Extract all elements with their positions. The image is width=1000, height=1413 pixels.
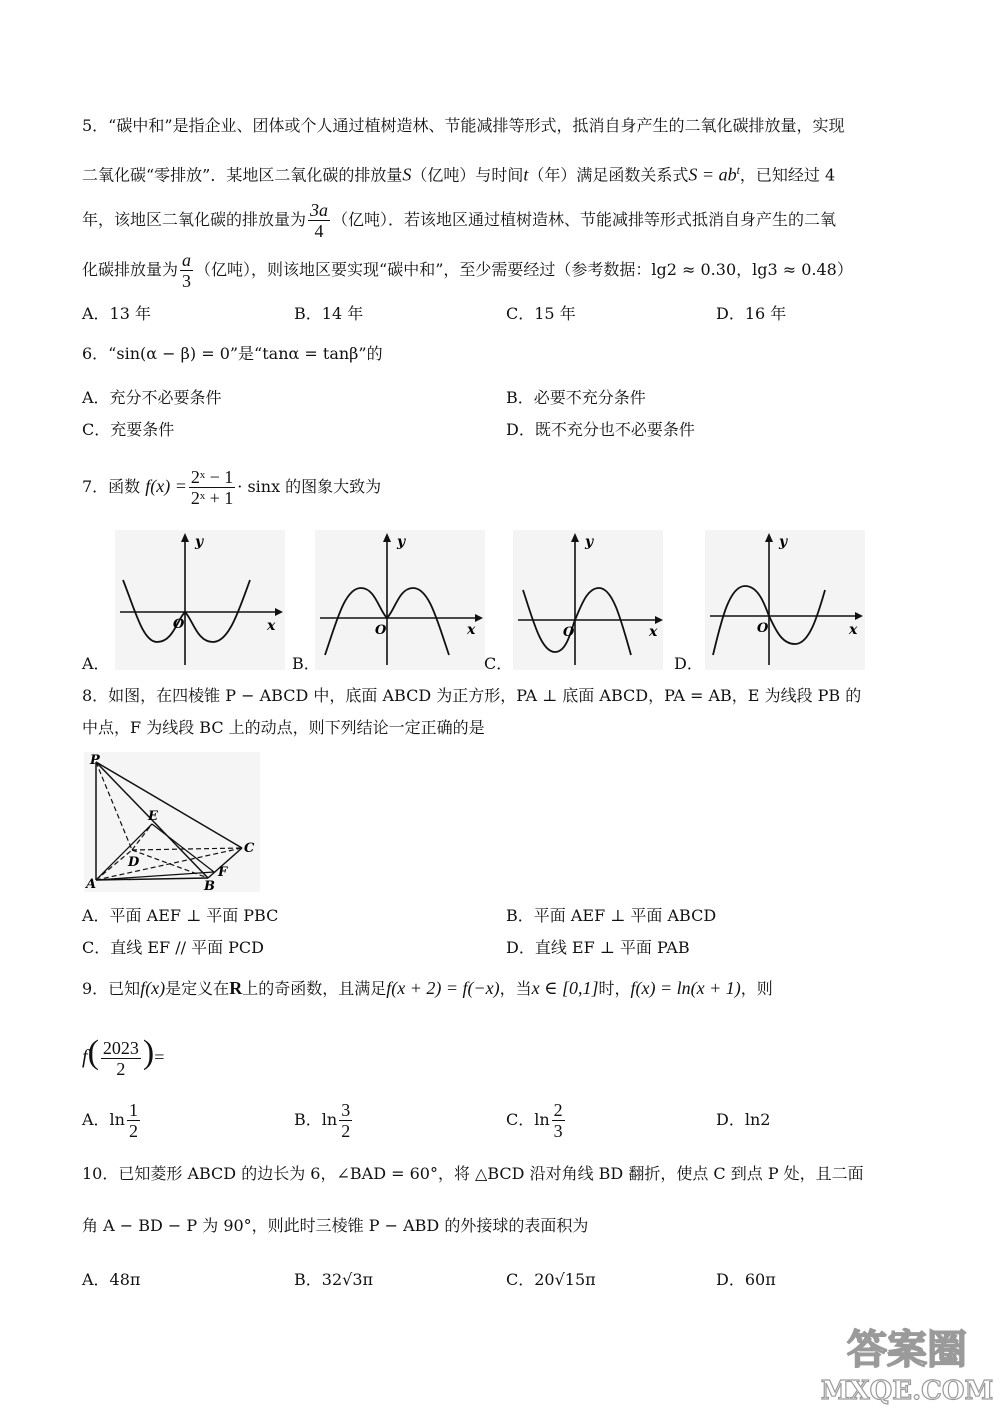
q5-option-b[interactable]: B．14 年 — [294, 304, 364, 323]
formula-exponent: t — [736, 163, 740, 177]
q6-stem: 6．“sin(α − β) = 0”是“tanα = tanβ”的 — [82, 344, 383, 363]
x-label: x — [467, 622, 476, 638]
q8-line2: 中点，F 为线段 BC 上的动点，则下列结论一定正确的是 — [82, 718, 485, 737]
pyramid-figure — [84, 752, 260, 892]
q7-option-c[interactable]: C． — [484, 654, 513, 673]
q6-option-c[interactable]: C．充要条件 — [82, 420, 175, 439]
y-label: y — [195, 534, 204, 550]
frac-den: 3 — [553, 1121, 563, 1141]
q5-text: 年，该地区二氧化碳的排放量为 — [82, 210, 307, 229]
frac-den: 3 — [182, 271, 192, 291]
q7-option-b[interactable]: B． — [292, 654, 320, 673]
fraction — [339, 1100, 352, 1141]
q5-text: （亿吨）．若该地区通过植树造林、节能减排等形式抵消自身产生的二氧 — [332, 210, 837, 229]
q5-line3 — [82, 198, 932, 242]
label-a: A — [86, 877, 97, 892]
frac-num: 2ˣ − 1 — [190, 467, 234, 487]
q9-text: 是定义在 — [165, 979, 230, 998]
fx-definition: f(x) = ln(x + 1) — [630, 978, 741, 998]
x-label: x — [649, 624, 658, 640]
fraction — [552, 1100, 565, 1141]
frac-den: 2ˣ + 1 — [190, 488, 234, 508]
fraction-a-3 — [180, 250, 193, 291]
var-t: t — [523, 164, 529, 185]
label-b: B — [204, 879, 215, 894]
q8-option-c[interactable]: C．直线 EF // 平面 PCD — [82, 938, 264, 957]
q5-text: （亿吨），则该地区要实现“碳中和”，至少需要经过（参考数据：lg2 ≈ 0.30，lg3 ≈ 0.48） — [195, 260, 853, 279]
q9-option-b[interactable] — [294, 1098, 354, 1142]
q5-option-c[interactable]: C．15 年 — [506, 304, 576, 323]
q7-text: · sinx 的图象大致为 — [237, 477, 382, 496]
var-S: S — [402, 164, 412, 185]
frac-num: 3 — [341, 1100, 351, 1120]
q7-stem — [82, 464, 932, 509]
fraction — [127, 1100, 140, 1141]
graph-bg — [513, 530, 663, 670]
q5-line1: 5．“碳中和”是指企业、团体或个人通过植树造林、节能减排等形式，抵消自身产生的二氧化碳排放量，实现 — [82, 116, 845, 135]
origin-label: O — [375, 623, 387, 638]
q7-option-d[interactable]: D． — [674, 654, 703, 673]
q6-option-b[interactable]: B．必要不充分条件 — [506, 388, 646, 407]
frac-num: 2 — [553, 1100, 563, 1120]
real-set: R — [229, 978, 243, 998]
q9-text: 9．已知 — [82, 979, 141, 998]
q7-option-a[interactable]: A． — [82, 654, 110, 673]
q5-text: 化碳排放量为 — [82, 260, 179, 279]
q9-option-d[interactable]: D．ln2 — [716, 1110, 771, 1129]
q9-option-a[interactable] — [82, 1098, 142, 1142]
figure-bg — [84, 752, 260, 892]
q5-option-d[interactable]: D．16 年 — [716, 304, 787, 323]
origin-label: O — [173, 617, 185, 632]
q9-line2 — [82, 1028, 932, 1083]
graph-d[interactable] — [705, 530, 865, 670]
q5-text: 二氧化碳“零排放”．某地区二氧化碳的排放量 — [82, 165, 403, 185]
f-symbol: f — [82, 1046, 88, 1068]
q10-line1: 10．已知菱形 ABCD 的边长为 6，∠BAD = 60°，将 △BCD 沿对角线 BD 翻折，使点 C 到点 P 处，且二面 — [82, 1164, 864, 1183]
q5-line2 — [82, 158, 932, 187]
frac-den: 2 — [341, 1121, 351, 1141]
origin-label: O — [757, 621, 769, 636]
q8-option-a[interactable]: A．平面 AEF ⊥ 平面 PBC — [82, 906, 279, 925]
watermark-text: 答案圈 — [847, 1326, 967, 1373]
q10-option-b[interactable]: B．32√3π — [294, 1270, 374, 1289]
q5-line4 — [82, 248, 932, 292]
watermark-url: MXQE.COM — [820, 1376, 994, 1406]
label-c: C — [244, 841, 255, 856]
watermark-logo — [820, 1317, 994, 1407]
paren-close: ) — [142, 1034, 155, 1071]
q5-text: ，已知经过 4 — [739, 165, 836, 185]
x-label: x — [849, 622, 858, 638]
option-text: A．ln — [82, 1110, 125, 1129]
graph-bg — [115, 530, 285, 670]
graph-b[interactable] — [315, 530, 485, 670]
frac-den: 2 — [128, 1121, 138, 1141]
q9-text: 时， — [598, 979, 631, 998]
option-text: C．ln — [506, 1110, 550, 1129]
q9-line1 — [82, 976, 932, 1001]
functional-equation: f(x + 2) = f(−x) — [386, 978, 500, 998]
graph-c[interactable] — [513, 530, 663, 670]
q8-option-d[interactable]: D．直线 EF ⊥ 平面 PAB — [506, 938, 690, 957]
q10-option-d[interactable]: D．60π — [716, 1270, 776, 1289]
interval: x ∈ [0,1] — [531, 978, 599, 998]
label-d: D — [128, 855, 140, 870]
q10-option-c[interactable]: C．20√15π — [506, 1270, 596, 1289]
fraction-2x — [189, 467, 235, 508]
frac-num: 2023 — [102, 1038, 139, 1058]
q9-text: 上的奇函数，且满足 — [242, 979, 387, 998]
option-text: B．ln — [294, 1110, 338, 1129]
label-f: F — [218, 865, 228, 880]
fraction-2023-2 — [101, 1038, 141, 1079]
fraction-3a-4 — [308, 200, 330, 241]
function-f: f(x) = — [145, 476, 187, 496]
frac-num: 3a — [310, 200, 329, 220]
q9-text: ，当 — [499, 979, 532, 998]
q5-option-a[interactable]: A．13 年 — [82, 304, 152, 323]
graph-a[interactable] — [115, 530, 285, 670]
frac-den: 4 — [314, 221, 324, 241]
q5-text: （年）满足函数关系式 — [528, 165, 689, 185]
q5-text: （亿吨）与时间 — [411, 165, 524, 185]
y-label: y — [585, 534, 594, 550]
label-e: E — [148, 809, 158, 824]
frac-den: 2 — [116, 1059, 126, 1079]
q6-option-d[interactable]: D．既不充分也不必要条件 — [506, 420, 695, 439]
frac-num: 1 — [128, 1100, 138, 1120]
q8-option-b[interactable]: B．平面 AEF ⊥ 平面 ABCD — [506, 906, 717, 925]
q10-line2: 角 A − BD − P 为 90°，则此时三棱锥 P − ABD 的外接球的表面积为 — [82, 1216, 589, 1235]
origin-label: O — [563, 625, 575, 640]
frac-num: a — [182, 250, 192, 270]
formula-S: S = ab — [688, 164, 737, 185]
q9-option-c[interactable] — [506, 1098, 567, 1142]
q6-option-a[interactable]: A．充分不必要条件 — [82, 388, 222, 407]
label-p: P — [90, 753, 100, 768]
y-label: y — [779, 534, 788, 550]
equals: = — [154, 1047, 165, 1067]
q8-line1: 8．如图，在四棱锥 P − ABCD 中，底面 ABCD 为正方形，PA ⊥ 底面 ABCD，PA = AB，E 为线段 PB 的 — [82, 686, 862, 705]
graph-bg — [315, 530, 485, 670]
x-label: x — [267, 618, 276, 634]
q10-option-a[interactable]: A．48π — [82, 1270, 141, 1289]
y-label: y — [397, 534, 406, 550]
q9-text: ，则 — [740, 979, 773, 998]
fx: f(x) — [140, 978, 166, 998]
q7-text: 7．函数 — [82, 477, 141, 496]
paren-open: ( — [87, 1034, 99, 1071]
